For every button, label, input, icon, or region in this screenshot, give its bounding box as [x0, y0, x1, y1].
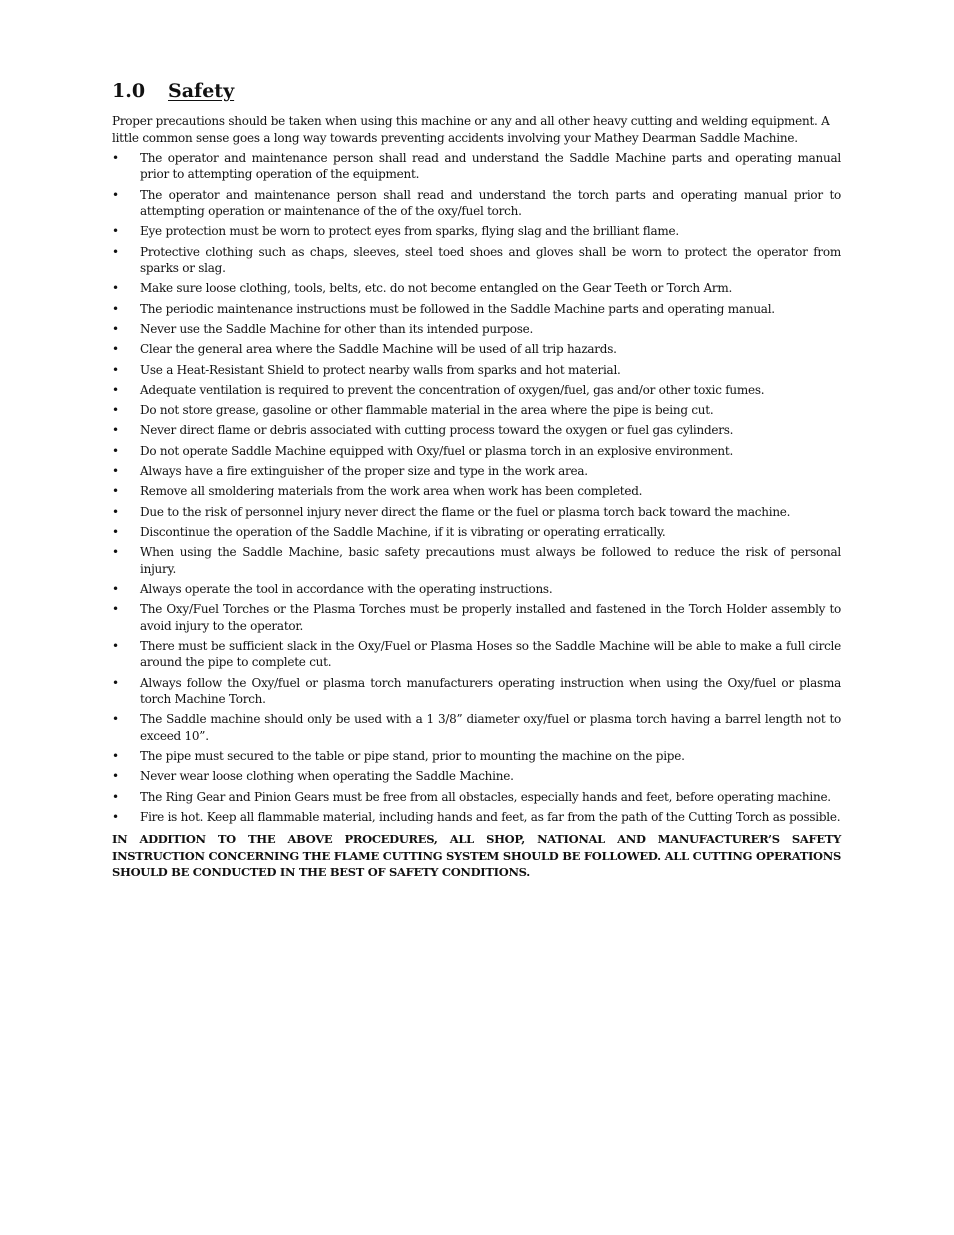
- document-page: [112, 78, 841, 892]
- list-item-text: Never direct flame or debris associated with cutting process toward the oxygen or fuel gas cylinders.: [140, 423, 734, 438]
- list-item: [112, 362, 841, 378]
- bullet-icon: •: [112, 224, 119, 239]
- list-item: [112, 809, 841, 825]
- list-item-text: Always have a fire extinguisher of the proper size and type in the work area.: [140, 464, 588, 479]
- list-item-text: Make sure loose clothing, tools, belts, etc. do not become entangled on the Gear Teeth or Torch Arm.: [140, 281, 733, 296]
- list-item-text: Use a Heat-Resistant Shield to protect nearby walls from sparks and hot material.: [140, 362, 621, 377]
- closing-notice: IN ADDITION TO THE ABOVE PROCEDURES, ALL SHOP, NATIONAL AND MANUFACTURER’S SAFETY INSTRUCTION CONCERNING THE FLAME CUTTING SYSTEM SHOULD BE FOLLOWED. ALL CUTTING OPERATIONS SHOULD BE CONDUCTED IN THE BEST OF SAFETY CONDITIONS.: [112, 832, 841, 880]
- bullet-icon: •: [112, 244, 119, 259]
- bullet-icon: •: [112, 602, 119, 617]
- list-item: [112, 422, 841, 438]
- bullet-icon: •: [112, 423, 119, 438]
- list-item-text: The Oxy/Fuel Torches or the Plasma Torches must be properly installed and fastened in the Torch Holder assembly to avoid injury to the operator.: [140, 602, 841, 633]
- bullet-icon: •: [112, 403, 119, 418]
- bullet-icon: •: [112, 484, 119, 499]
- list-item: [112, 382, 841, 398]
- bullet-icon: •: [112, 443, 119, 458]
- list-item: [112, 768, 841, 784]
- list-item: [112, 789, 841, 805]
- bullet-icon: •: [112, 342, 119, 357]
- bullet-icon: •: [112, 638, 119, 653]
- list-item-text: Do not operate Saddle Machine equipped with Oxy/fuel or plasma torch in an explosive environment.: [140, 443, 734, 458]
- bullet-icon: •: [112, 301, 119, 316]
- bullet-icon: •: [112, 809, 119, 824]
- bullet-icon: •: [112, 524, 119, 539]
- list-item-text: When using the Saddle Machine, basic safety precautions must always be followed to reduce the risk of personal injury.: [140, 545, 841, 576]
- list-item-text: The periodic maintenance instructions must be followed in the Saddle Machine parts and operating manual.: [140, 301, 775, 316]
- list-item-text: The operator and maintenance person shall read and understand the Saddle Machine parts and operating manual prior to attempting operation of the equipment.: [140, 151, 841, 182]
- list-item-text: Remove all smoldering materials from the work area when work has been completed.: [140, 484, 643, 499]
- list-item: [112, 280, 841, 296]
- list-item-text: Due to the risk of personnel injury never direct the flame or the fuel or plasma torch back toward the machine.: [140, 504, 791, 519]
- bullet-icon: •: [112, 749, 119, 764]
- bullet-icon: •: [112, 362, 119, 377]
- bullet-icon: •: [112, 675, 119, 690]
- list-item-text: There must be sufficient slack in the Oxy/Fuel or Plasma Hoses so the Saddle Machine will be able to make a full circle around the pipe to complete cut.: [140, 638, 841, 670]
- list-item: [112, 187, 841, 220]
- list-item-text: Protective clothing such as chaps, sleeves, steel toed shoes and gloves shall be worn to protect the operator from sparks or slag.: [140, 244, 841, 276]
- list-item-text: Fire is hot. Keep all flammable material, including hands and feet, as far from the path of the Cutting Torch as possible.: [140, 809, 841, 824]
- list-item-text: The Saddle machine should only be used with a 1 3/8” diameter oxy/fuel or plasma torch having a barrel length not to exceed 10”.: [140, 712, 841, 743]
- intro-paragraph: Proper precautions should be taken when using this machine or any and all other heavy cutting and welding equipment. A little common sense goes a long way towards preventing accidents involving your Mathey Dearman Saddle Machine.: [112, 114, 830, 145]
- list-item: [112, 223, 841, 239]
- bullet-icon: •: [112, 281, 119, 296]
- list-item: [112, 581, 841, 597]
- list-item: [112, 463, 841, 479]
- list-item: [112, 244, 841, 277]
- list-item-text: Do not store grease, gasoline or other flammable material in the area where the pipe is being cut.: [140, 403, 714, 418]
- list-item-text: Discontinue the operation of the Saddle Machine, if it is vibrating or operating erratically.: [140, 524, 666, 539]
- list-item-text: Eye protection must be worn to protect eyes from sparks, flying slag and the brilliant flame.: [140, 224, 679, 239]
- list-item: [112, 601, 841, 634]
- list-item-text: The operator and maintenance person shall read and understand the torch parts and operating manual prior to attempting operation or maintenance of the of the oxy/fuel torch.: [140, 187, 841, 219]
- list-item: [112, 711, 841, 744]
- section-heading: [112, 78, 841, 104]
- list-item-text: Never wear loose clothing when operating the Saddle Machine.: [140, 769, 514, 784]
- list-item: [112, 341, 841, 357]
- bullet-icon: •: [112, 712, 119, 727]
- list-item: [112, 483, 841, 499]
- list-item: [112, 748, 841, 764]
- list-item: [112, 301, 841, 317]
- list-item: [112, 321, 841, 337]
- list-item: [112, 402, 841, 418]
- bullet-icon: •: [112, 151, 119, 165]
- list-item-text: Always follow the Oxy/fuel or plasma torch manufacturers operating instruction when using the Oxy/fuel or plasma torch Machine Torch.: [140, 675, 841, 707]
- list-item-text: Adequate ventilation is required to prevent the concentration of oxygen/fuel, gas and/or other toxic fumes.: [140, 382, 765, 397]
- list-item-text: The Ring Gear and Pinion Gears must be free from all obstacles, especially hands and feet, before operating machine.: [140, 789, 831, 804]
- list-item: [112, 504, 841, 520]
- section-title: Safety: [168, 80, 235, 102]
- list-item-text: The pipe must secured to the table or pipe stand, prior to mounting the machine on the pipe.: [140, 749, 685, 764]
- bullet-icon: •: [112, 382, 119, 397]
- bullet-icon: •: [112, 545, 119, 560]
- list-item: [112, 443, 841, 459]
- bullet-icon: •: [112, 789, 119, 804]
- section-number: 1.0: [112, 80, 146, 102]
- list-item: [112, 150, 841, 183]
- bullet-icon: •: [112, 504, 119, 519]
- list-item-text: Clear the general area where the Saddle Machine will be used of all trip hazards.: [140, 342, 617, 357]
- list-item-text: Never use the Saddle Machine for other than its intended purpose.: [140, 322, 534, 336]
- bullet-icon: •: [112, 322, 119, 336]
- bullet-icon: •: [112, 464, 119, 479]
- list-item: [112, 544, 841, 577]
- list-item: [112, 638, 841, 671]
- bullet-icon: •: [112, 581, 119, 596]
- list-item: [112, 524, 841, 540]
- bullet-icon: •: [112, 769, 119, 784]
- bullet-icon: •: [112, 187, 119, 202]
- safety-bullet-list: [112, 150, 841, 825]
- list-item: [112, 675, 841, 708]
- list-item-text: Always operate the tool in accordance with the operating instructions.: [140, 581, 553, 596]
